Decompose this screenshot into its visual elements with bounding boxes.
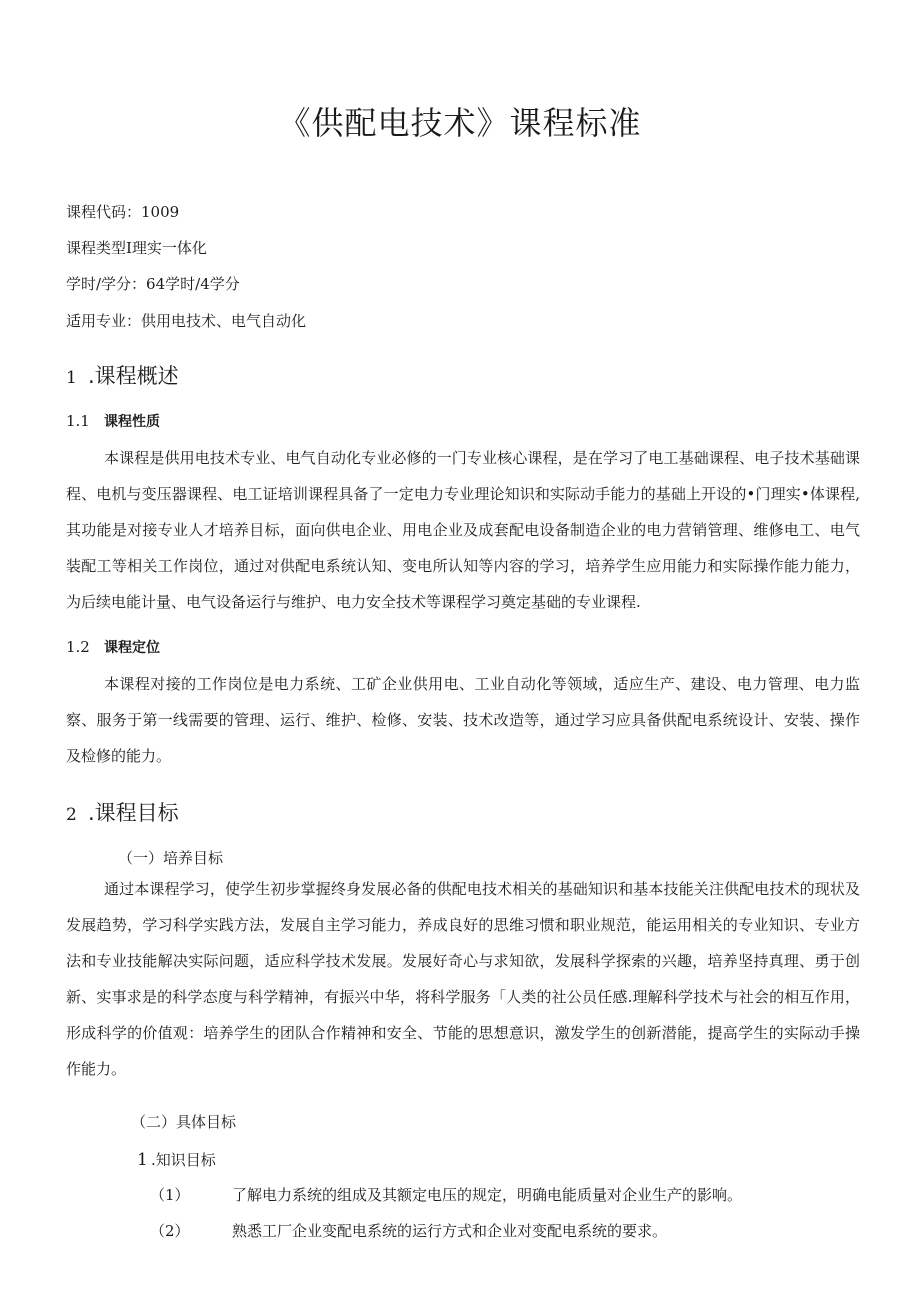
knowledge-goal-number: 1 xyxy=(137,1150,148,1170)
section-1-title: .课程概述 xyxy=(88,364,179,388)
section-1-2-paragraph: 本课程对接的工作岗位是电力系统、工矿企业供用电、工业自动化等领域，适应生产、建设、电力管理、电力监察、服务于第一线需要的管理、运行、维护、检修、安装、技术改造等，通过学习应具备供配电系统设计、安装、操作及检修的能力。 xyxy=(66,675,860,765)
list-item-text: 熟悉工厂企业变配电系统的运行方式和企业对变配电系统的要求。 xyxy=(232,1222,668,1240)
section-1-1-number: 1.1 xyxy=(66,412,90,430)
section-1-number: 1 xyxy=(66,368,77,388)
page-title: 《供配电技术》课程标准 xyxy=(278,104,642,142)
specific-goal-heading: （二）具体目标 xyxy=(131,1113,237,1131)
section-2-title: .课程目标 xyxy=(88,801,179,825)
knowledge-goal-title: .知识目标 xyxy=(151,1151,216,1169)
training-goal-heading: （一）培养目标 xyxy=(118,849,224,867)
course-code: 课程代码：1009 xyxy=(66,203,180,221)
section-1-1-title: 课程性质 xyxy=(104,414,160,430)
list-item-text: 了解电力系统的组成及其额定电压的规定，明确电能质量对企业生产的影响。 xyxy=(232,1186,743,1204)
section-2-heading xyxy=(66,797,179,827)
training-goal-paragraph: 通过本课程学习，使学生初步掌握终身发展必备的供配电技术相关的基础知识和基本技能关注供配电技术的现状及发展趋势，学习科学实践方法，发展自主学习能力，养成良好的思维习惯和职业规范，能运用相关的专业知识、专业方法和专业技能解决实际问题，适应科学技术发展。发展好奇心与求知欲，发展科学探索的兴趣，培养坚持真理、勇于创新、实事求是的科学态度与科学精神，有振兴中华，将科学服务「人类的社公员任感.理解科学技术与社会的相互作用，形成科学的价值观：培养学生的团队合作精神和安全、节能的思想意识，激发学生的创新潜能，提高学生的实际动手操作能力。 xyxy=(66,880,860,1078)
section-1-1-heading xyxy=(66,411,160,431)
section-1-2-title: 课程定位 xyxy=(104,640,160,656)
section-1-heading xyxy=(66,360,179,390)
section-2-number: 2 xyxy=(66,805,77,825)
course-type: 课程类型I理实一体化 xyxy=(66,239,207,257)
section-1-2-heading xyxy=(66,637,160,657)
list-item-number: （2） xyxy=(150,1222,190,1240)
list-item-number: （1） xyxy=(150,1186,190,1204)
section-1-2-number: 1.2 xyxy=(66,638,90,656)
course-major: 适用专业：供用电技术、电气自动化 xyxy=(66,312,307,330)
section-1-1-paragraph: 本课程是供用电技术专业、电气自动化专业必修的一门专业核心课程，是在学习了电工基础课程、电子技术基础课程、电机与变压器课程、电工证培训课程具备了一定电力专业理论知识和实际动手能力的基础上开设的•门理实•体课程,其功能是对接专业人才培养目标，面向供电企业、用电企业及成套配电设备制造企业的电力营销管理、维修电工、电气装配工等相关工作岗位，通过对供配电系统认知、变电所认知等内容的学习，培养学生应用能力和实际操作能力能力，为后续电能计量、电气设备运行与维护、电力安全技术等课程学习奠定基础的专业课程. xyxy=(66,449,860,611)
knowledge-goal-heading xyxy=(137,1149,216,1170)
course-hours: 学时/学分：64学时/4学分 xyxy=(66,275,240,293)
